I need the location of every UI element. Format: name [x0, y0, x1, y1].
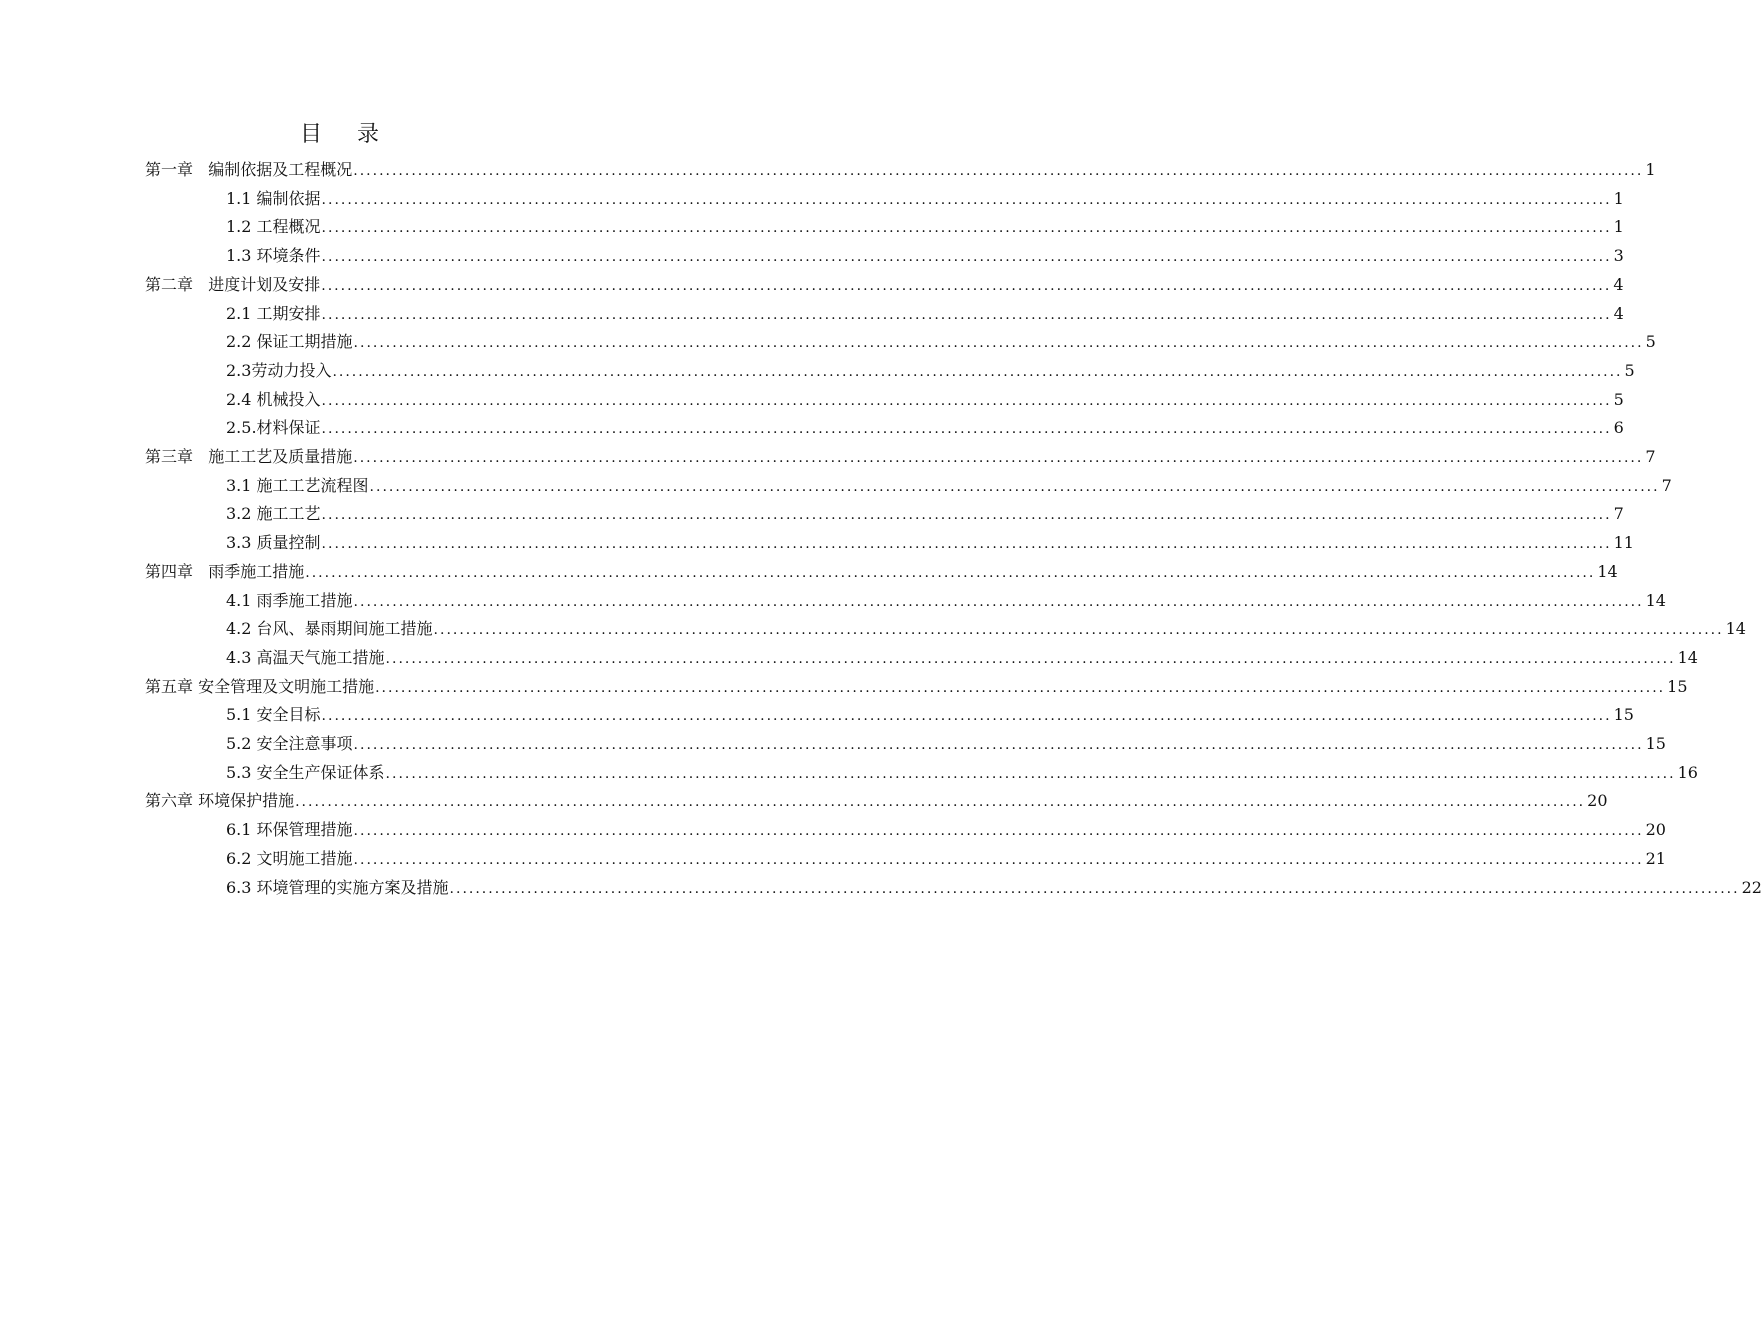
toc-chapter-entry[interactable]: [145, 156, 1656, 184]
toc-section-entry[interactable]: [226, 874, 1762, 902]
toc-dot-leader: ........................................................................................................................................................................................................: [353, 593, 1644, 610]
toc-page-number: 22: [1741, 877, 1762, 897]
toc-title: 目 录: [300, 122, 393, 147]
toc-dot-leader: ........................................................................................................................................................................................................: [353, 450, 1644, 466]
toc-section-entry[interactable]: [226, 242, 1624, 270]
toc-chapter-entry[interactable]: [145, 271, 1624, 299]
toc-page-number: 1: [1613, 188, 1624, 208]
toc-dot-leader: ........................................................................................................................................................................................................: [353, 823, 1644, 840]
toc-entry-label: 5.2 安全注意事项: [226, 734, 353, 753]
toc-entry-label: 4.1 雨季施工措施: [226, 590, 353, 610]
toc-dot-leader: ........................................................................................................................................................................................................: [433, 622, 1724, 639]
toc-page-number: 3: [1613, 246, 1624, 266]
toc-dot-leader: ........................................................................................................................................................................................................: [321, 306, 1612, 323]
toc-page-number: 16: [1677, 762, 1698, 782]
toc-entry-label: 2.2 保证工期措施: [226, 332, 353, 352]
toc-page-number: 14: [1725, 619, 1746, 639]
toc-chapter-entry[interactable]: [145, 787, 1608, 815]
toc-dot-leader: ........................................................................................................................................................................................................: [353, 335, 1644, 352]
toc-section-entry[interactable]: [226, 701, 1634, 729]
toc-section-entry[interactable]: [226, 759, 1698, 787]
toc-dot-leader: ........................................................................................................................................................................................................: [321, 220, 1612, 237]
toc-entry-label: 1.3 环境条件: [226, 246, 321, 266]
toc-page-number: 1: [1613, 217, 1624, 237]
toc-dot-leader: ........................................................................................................................................................................................................: [321, 421, 1612, 438]
toc-section-entry[interactable]: [226, 500, 1624, 528]
toc-page-number: 4: [1613, 303, 1624, 323]
toc-section-entry[interactable]: [226, 414, 1624, 442]
toc-page-number: 14: [1677, 647, 1698, 667]
toc-section-entry[interactable]: [226, 357, 1635, 385]
toc-dot-leader: ........................................................................................................................................................................................................: [305, 564, 1596, 581]
toc-page-number: 11: [1613, 533, 1634, 553]
toc-dot-leader: ........................................................................................................................................................................................................: [321, 191, 1612, 208]
toc-page-number: 7: [1645, 447, 1656, 466]
toc-entry-label: 2.1 工期安排: [226, 303, 321, 323]
toc-dot-leader: ........................................................................................................................................................................................................: [321, 507, 1612, 524]
toc-page-number: 14: [1645, 590, 1666, 610]
toc-dot-leader: ........................................................................................................................................................................................................: [385, 765, 1676, 782]
toc-page-number: 15: [1613, 705, 1634, 725]
toc-page-number: 20: [1587, 791, 1608, 811]
toc-section-entry[interactable]: [226, 386, 1624, 414]
toc-page-number: 6: [1613, 418, 1624, 438]
toc-entry-label: 第三章 施工工艺及质量措施: [145, 447, 353, 466]
toc-entry-label: 3.2 施工工艺: [226, 504, 321, 524]
toc-dot-leader: ........................................................................................................................................................................................................: [353, 851, 1644, 868]
toc-entry-label: 第六章 环境保护措施: [145, 791, 295, 811]
toc-chapter-entry[interactable]: [145, 558, 1618, 586]
toc-page-number: 14: [1597, 561, 1618, 581]
toc-section-entry[interactable]: [226, 472, 1672, 500]
toc-entry-label: 3.3 质量控制: [226, 533, 321, 553]
toc-section-entry[interactable]: [226, 730, 1666, 758]
toc-section-entry[interactable]: [226, 587, 1666, 615]
toc-section-entry[interactable]: [226, 529, 1634, 557]
toc-dot-leader: ........................................................................................................................................................................................................: [375, 679, 1666, 696]
toc-entry-label: 3.1 施工工艺流程图: [226, 475, 369, 495]
toc-section-entry[interactable]: [226, 615, 1746, 643]
toc-dot-leader: ........................................................................................................................................................................................................: [353, 737, 1644, 753]
toc-dot-leader: ........................................................................................................................................................................................................: [353, 163, 1644, 179]
toc-section-entry[interactable]: [226, 328, 1656, 356]
toc-entry-label: 5.3 安全生产保证体系: [226, 762, 385, 782]
toc-entry-label: 5.1 安全目标: [226, 705, 321, 725]
toc-entry-label: 第四章 雨季施工措施: [145, 561, 305, 581]
toc-dot-leader: ........................................................................................................................................................................................................: [321, 536, 1612, 553]
toc-dot-leader: ........................................................................................................................................................................................................: [321, 392, 1612, 409]
toc-entry-label: 第二章 进度计划及安排: [145, 274, 321, 294]
toc-entry-label: 2.3劳动力投入: [226, 360, 332, 380]
toc-page-number: 5: [1613, 389, 1624, 409]
toc-entry-label: 4.2 台风、暴雨期间施工措施: [226, 619, 433, 639]
toc-section-entry[interactable]: [226, 644, 1698, 672]
toc-page-number: 5: [1624, 360, 1635, 380]
toc-page-number: 20: [1645, 820, 1666, 840]
toc-page-number: 15: [1667, 676, 1688, 696]
toc-chapter-entry[interactable]: [145, 673, 1688, 701]
toc-dot-leader: ........................................................................................................................................................................................................: [321, 249, 1612, 266]
toc-dot-leader: ........................................................................................................................................................................................................: [295, 794, 1586, 811]
toc-section-entry[interactable]: [226, 185, 1624, 213]
toc-section-entry[interactable]: [226, 816, 1666, 844]
toc-page-number: 4: [1613, 274, 1624, 294]
toc-entry-label: 第五章 安全管理及文明施工措施: [145, 676, 375, 696]
toc-dot-leader: ........................................................................................................................................................................................................: [321, 277, 1612, 294]
toc-chapter-entry[interactable]: [145, 443, 1656, 471]
toc-page-number: 5: [1645, 332, 1656, 352]
toc-entry-label: 2.4 机械投入: [226, 389, 321, 409]
toc-page-number: 15: [1645, 734, 1666, 753]
toc-entry-label: 6.2 文明施工措施: [226, 848, 353, 868]
toc-entry-label: 4.3 高温天气施工措施: [226, 647, 385, 667]
toc-dot-leader: ........................................................................................................................................................................................................: [332, 363, 1623, 380]
toc-dot-leader: ........................................................................................................................................................................................................: [449, 880, 1740, 897]
toc-entry-label: 第一章 编制依据及工程概况: [145, 160, 353, 179]
toc-entry-label: 6.3 环境管理的实施方案及措施: [226, 877, 449, 897]
toc-dot-leader: ........................................................................................................................................................................................................: [369, 478, 1660, 495]
toc-entry-label: 6.1 环保管理措施: [226, 820, 353, 840]
toc-page-number: 7: [1661, 475, 1672, 495]
toc-section-entry[interactable]: [226, 845, 1666, 873]
toc-entry-label: 1.1 编制依据: [226, 188, 321, 208]
toc-page-number: 1: [1645, 160, 1656, 179]
toc-dot-leader: ........................................................................................................................................................................................................: [321, 708, 1612, 725]
toc-section-entry[interactable]: [226, 300, 1624, 328]
toc-section-entry[interactable]: [226, 213, 1624, 241]
toc-page-number: 7: [1613, 504, 1624, 524]
toc-entry-label: 1.2 工程概况: [226, 217, 321, 237]
toc-entry-label: 2.5.材料保证: [226, 418, 321, 438]
toc-page-number: 21: [1645, 848, 1666, 868]
toc-dot-leader: ........................................................................................................................................................................................................: [385, 650, 1676, 667]
